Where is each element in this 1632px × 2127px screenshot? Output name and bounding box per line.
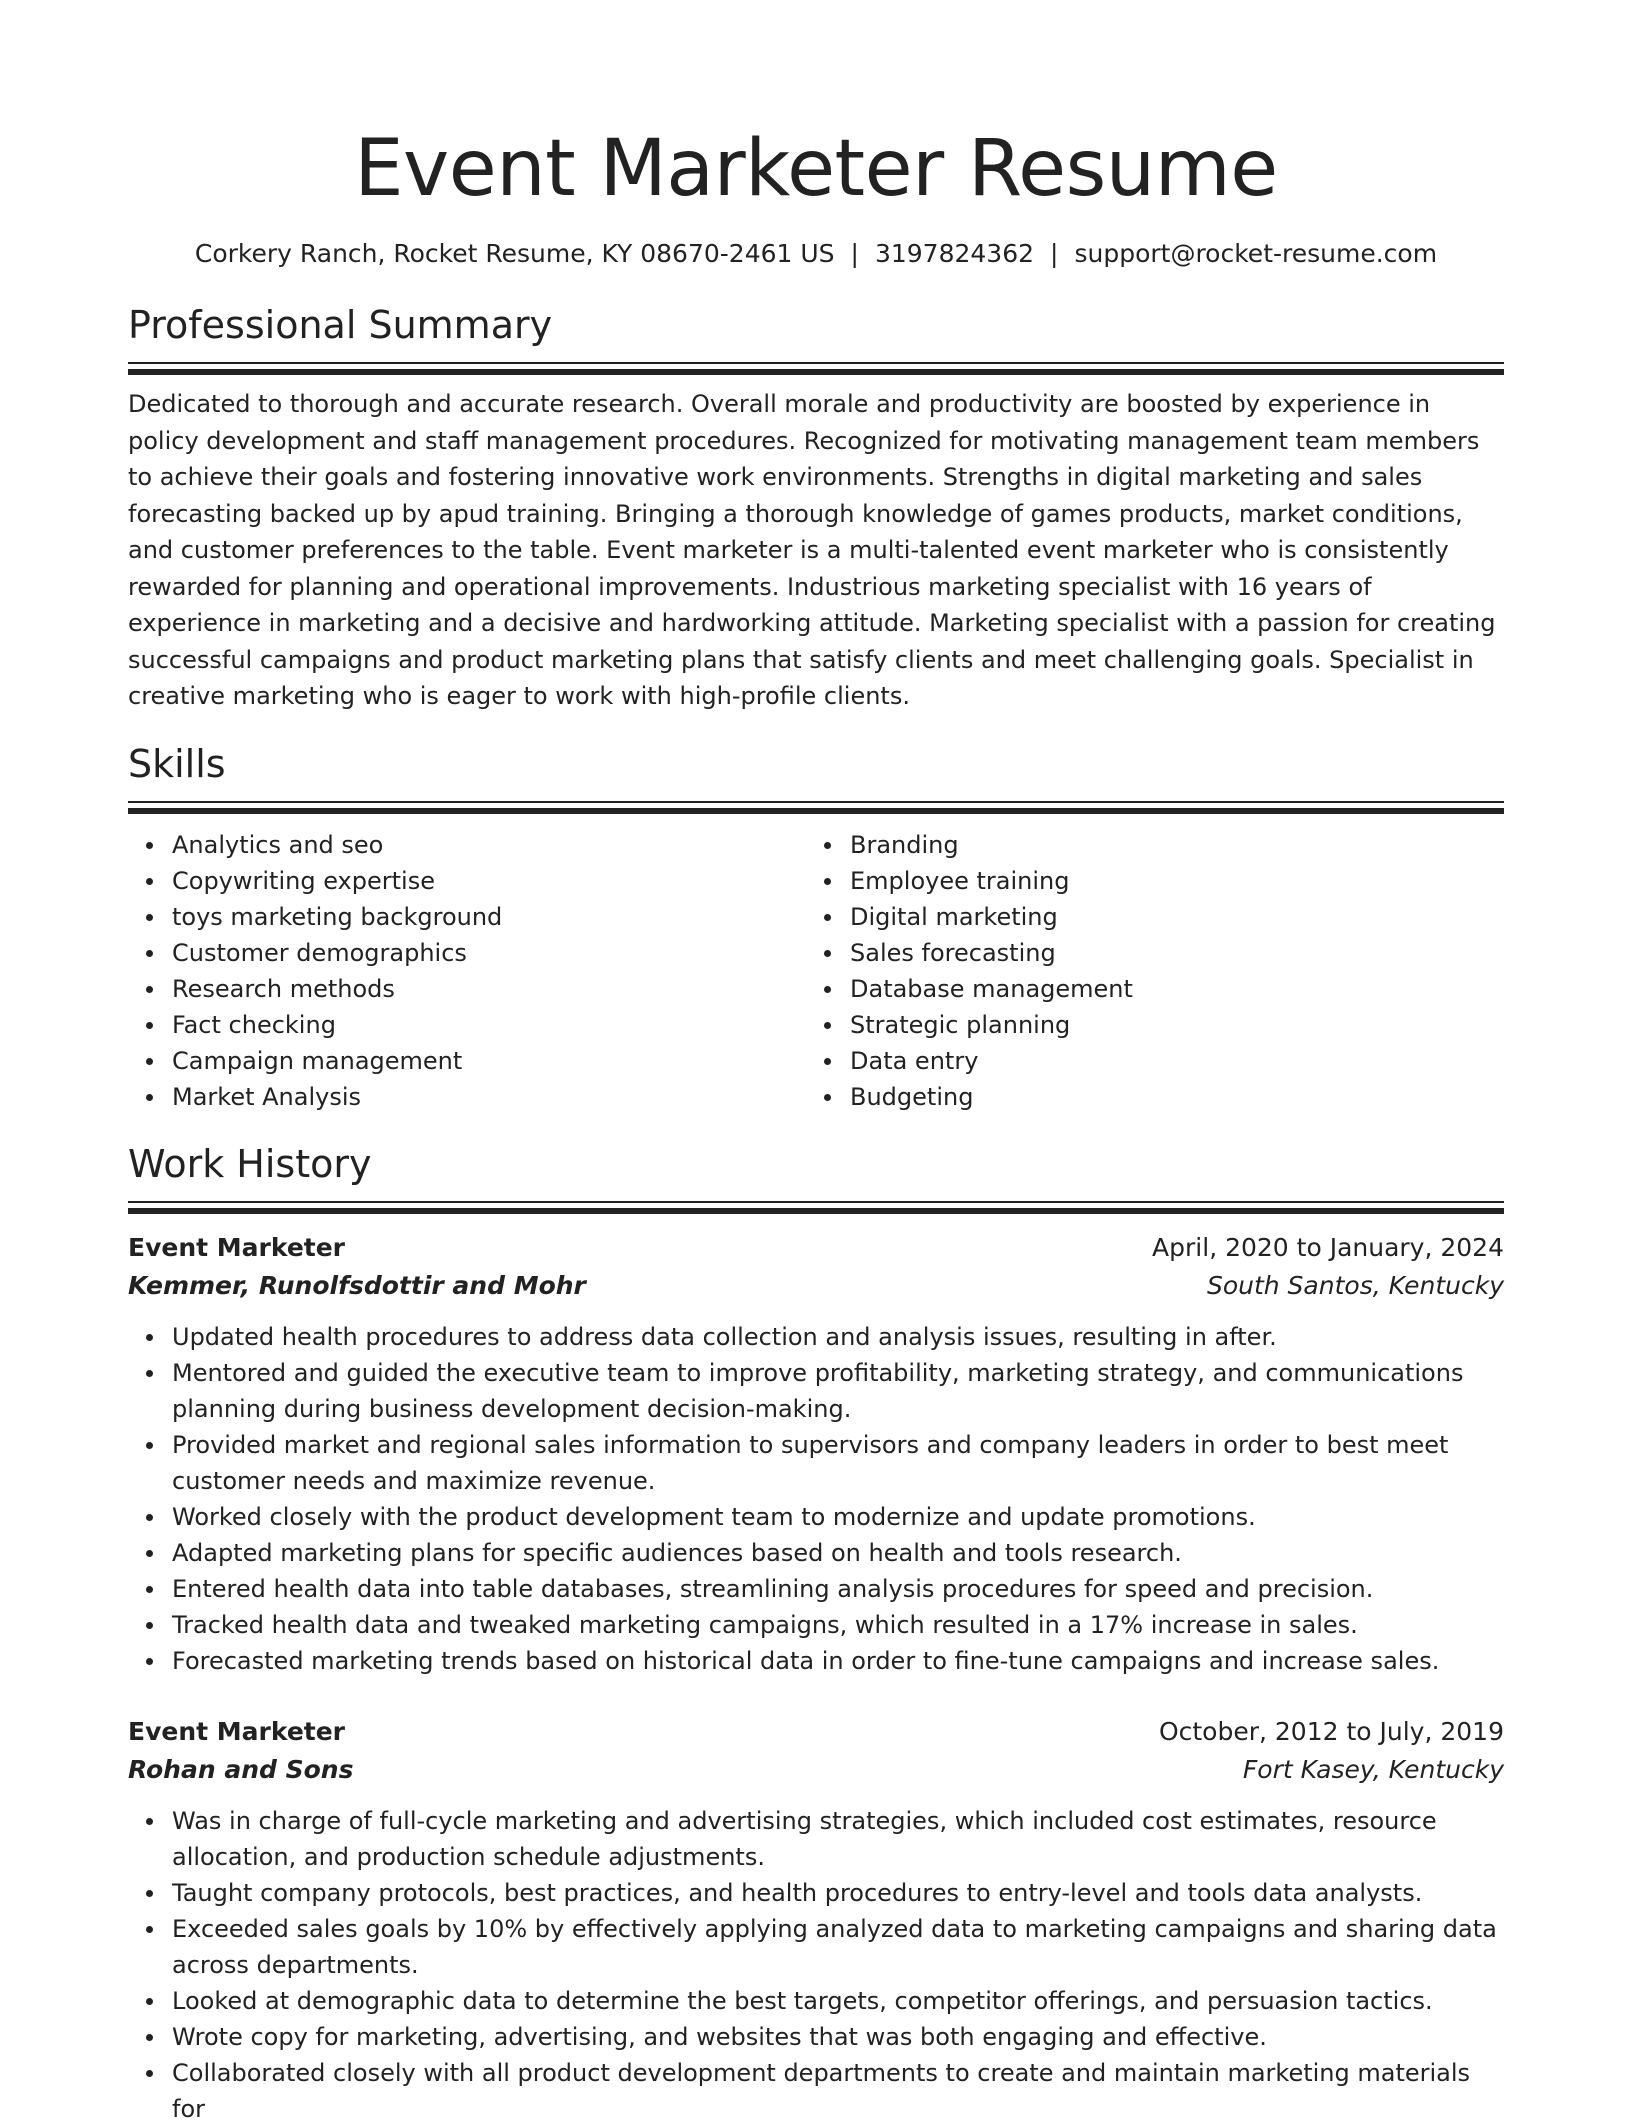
contact-separator: | bbox=[850, 239, 859, 268]
job-header-row bbox=[128, 1229, 1504, 1267]
job-entry bbox=[128, 1229, 1504, 1679]
list-item: Wrote copy for marketing, advertising, and websites that was both engaging and effective. bbox=[172, 2019, 1504, 2055]
skills-list-right bbox=[806, 827, 1484, 1115]
list-item: Database management bbox=[850, 971, 1484, 1007]
job-entry bbox=[128, 1713, 1504, 2127]
list-item: Entered health data into table databases, streamlining analysis procedures for speed and precision. bbox=[172, 1571, 1504, 1607]
job-dates: April, 2020 to January, 2024 bbox=[1152, 1232, 1504, 1262]
list-item: Copywriting expertise bbox=[172, 863, 806, 899]
summary-text: Dedicated to thorough and accurate research. Overall morale and productivity are boosted by experience in policy development and staff management procedures. Recognized for motivating management team members to achieve their goals and fostering innovative work environments. Strengths in digital marketing and sales forecasting backed up by apud training. Bringing a thorough knowledge of games products, market conditions, and customer preferences to the table. Event marketer is a multi-talented event marketer who is consistently rewarded for planning and operational improvements. Industrious marketing specialist with 16 years of experience in marketing and a decisive and hardworking attitude. Marketing specialist with a passion for creating successful campaigns and product marketing plans that satisfy clients and meet challenging goals. Specialist in creative marketing who is eager to work with high-profile clients. bbox=[128, 390, 1496, 710]
job-title: Event Marketer bbox=[128, 1232, 346, 1262]
list-item: Campaign management bbox=[172, 1043, 806, 1079]
list-item: Worked closely with the product development team to modernize and update promotions. bbox=[172, 1499, 1504, 1535]
skills-section bbox=[128, 741, 1504, 1115]
job-dates: October, 2012 to July, 2019 bbox=[1158, 1716, 1504, 1746]
list-item: Adapted marketing plans for specific audiences based on health and tools research. bbox=[172, 1535, 1504, 1571]
job-header-row bbox=[128, 1713, 1504, 1751]
section-heading: Work History bbox=[128, 1141, 372, 1186]
list-item: Mentored and guided the executive team to improve profitability, marketing strategy, and communications planning during business development decision-making. bbox=[172, 1355, 1504, 1427]
contact-phone: 3197824362 bbox=[874, 239, 1035, 268]
list-item: Looked at demographic data to determine the best targets, competitor offerings, and persuasion tactics. bbox=[172, 1983, 1504, 2019]
list-item: Employee training bbox=[850, 863, 1484, 899]
page-title: Event Marketer Resume bbox=[354, 124, 1278, 214]
list-item: Budgeting bbox=[850, 1079, 1484, 1115]
job-location: South Santos, Kentucky bbox=[1206, 1270, 1504, 1300]
job-company: Kemmer, Runolfsdottir and Mohr bbox=[128, 1270, 586, 1300]
list-item: Market Analysis bbox=[172, 1079, 806, 1115]
skills-list-left bbox=[128, 827, 806, 1115]
list-item: toys marketing background bbox=[172, 899, 806, 935]
list-item: Tracked health data and tweaked marketing campaigns, which resulted in a 17% increase in sales. bbox=[172, 1607, 1504, 1643]
list-item: Taught company protocols, best practices, and health procedures to entry-level and tools data analysts. bbox=[172, 1875, 1504, 1911]
contact-line bbox=[128, 238, 1504, 270]
job-list bbox=[128, 1229, 1504, 2127]
list-item: Forecasted marketing trends based on historical data in order to fine-tune campaigns and increase sales. bbox=[172, 1643, 1504, 1679]
list-item: Research methods bbox=[172, 971, 806, 1007]
job-bullets bbox=[128, 1803, 1504, 2127]
list-item: Customer demographics bbox=[172, 935, 806, 971]
list-item: Sales forecasting bbox=[850, 935, 1484, 971]
list-item: Exceeded sales goals by 10% by effectively applying analyzed data to marketing campaigns and sharing data across departments. bbox=[172, 1911, 1504, 1983]
job-company: Rohan and Sons bbox=[128, 1754, 354, 1784]
professional-summary-section bbox=[128, 302, 1504, 715]
work-history-section bbox=[128, 1141, 1504, 2127]
section-heading: Professional Summary bbox=[128, 303, 553, 347]
job-bullets bbox=[128, 1319, 1504, 1679]
list-item: Data entry bbox=[850, 1043, 1484, 1079]
contact-address: Corkery Ranch, Rocket Resume, KY 08670-2461 US bbox=[194, 239, 835, 268]
list-item: Collaborated closely with all product development departments to create and maintain marketing materials for bbox=[172, 2055, 1504, 2127]
contact-separator: | bbox=[1050, 239, 1059, 268]
list-item: Strategic planning bbox=[850, 1007, 1484, 1043]
section-heading: Skills bbox=[128, 741, 226, 786]
list-item: Branding bbox=[850, 827, 1484, 863]
list-item: Was in charge of full-cycle marketing and advertising strategies, which included cost estimates, resource allocation, and production schedule adjustments. bbox=[172, 1803, 1504, 1875]
section-divider bbox=[128, 362, 1504, 378]
job-company-row bbox=[128, 1751, 1504, 1789]
contact-email: support@rocket-resume.com bbox=[1074, 239, 1438, 268]
job-location: Fort Kasey, Kentucky bbox=[1242, 1754, 1504, 1784]
job-company-row bbox=[128, 1267, 1504, 1305]
list-item: Digital marketing bbox=[850, 899, 1484, 935]
section-divider bbox=[128, 1201, 1504, 1217]
resume-page bbox=[128, 0, 1504, 2127]
list-item: Updated health procedures to address data collection and analysis issues, resulting in after. bbox=[172, 1319, 1504, 1355]
list-item: Provided market and regional sales information to supervisors and company leaders in order to best meet customer needs and maximize revenue. bbox=[172, 1427, 1504, 1499]
section-divider bbox=[128, 801, 1504, 817]
list-item: Analytics and seo bbox=[172, 827, 806, 863]
skills-columns bbox=[128, 827, 1504, 1115]
list-item: Fact checking bbox=[172, 1007, 806, 1043]
job-title: Event Marketer bbox=[128, 1716, 346, 1746]
